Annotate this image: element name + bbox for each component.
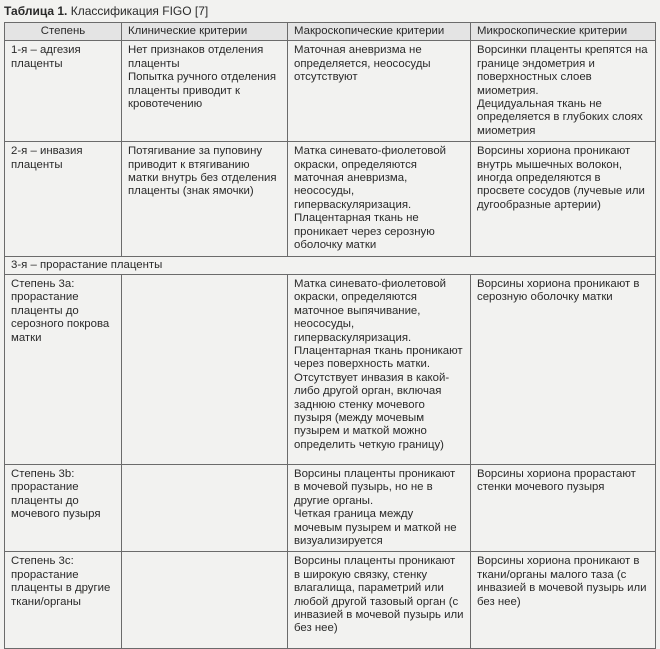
cell-grade: Степень 3a: прорастание плаценты до серозного покрова матки <box>5 274 122 464</box>
cell-micro <box>471 41 656 142</box>
cell-micro <box>471 274 656 464</box>
cell-micro <box>471 464 656 551</box>
cell-clinical <box>122 41 288 142</box>
cell-paragraph: Ворсины плаценты проникают в мочевой пузырь, но не в другие органы. <box>294 467 456 507</box>
cell-paragraph: Матка синевато-фиолетовой окраски, определяются маточная аневризма, неососуды, гиперваскуляризация. <box>294 145 447 211</box>
header-grade: Степень <box>5 23 122 41</box>
table-row-grade-3b <box>5 464 656 551</box>
cell-grade: 1-я – адгезия плаценты <box>5 41 122 142</box>
cell-micro <box>471 552 656 649</box>
cell-macro <box>288 464 471 551</box>
cell-macro <box>288 552 471 649</box>
cell-paragraph: Ворсины хориона проникают в серозную оболочку матки <box>477 277 640 304</box>
table-row-grade-1 <box>5 41 656 142</box>
cell-micro <box>471 142 656 256</box>
cell-paragraph: Ворсины плаценты проникают в широкую связку, стенку влагалища, параметрий или любой другой тазовый орган (с инвазией в мочевой пузырь или без нее) <box>294 555 464 635</box>
cell-grade: Степень 3b: прорастание плаценты до мочевого пузыря <box>5 464 122 551</box>
header-micro: Микроскопические критерии <box>471 23 656 41</box>
cell-paragraph: Нет признаков отделения плаценты <box>128 44 264 70</box>
cell-paragraph: Потягивание за пуповину приводит к втягиванию матки внутрь без отделения плаценты (знак ямочки) <box>128 145 277 198</box>
cell-paragraph: Плацентарная ткань проникают через поверхность матки. <box>294 344 463 371</box>
cell-paragraph: Попытка ручного отделения плаценты приводит к кровотечению <box>128 71 277 111</box>
header-clinical: Клинические критерии <box>122 23 288 41</box>
header-row <box>5 23 656 41</box>
cell-macro <box>288 41 471 142</box>
cell-clinical <box>122 274 288 464</box>
table-caption-text: Классификация FIGO [7] <box>70 4 209 18</box>
cell-paragraph: Матка синевато-фиолетовой окраски, определяются маточное выпячивание, неососуды, гиперваскуляризация. <box>294 277 447 344</box>
cell-macro <box>288 142 471 256</box>
cell-grade: 2-я – инвазия плаценты <box>5 142 122 256</box>
table-row-grade-3a <box>5 274 656 464</box>
header-macro: Макроскопические критерии <box>288 23 471 41</box>
section-row-grade-3 <box>5 256 656 274</box>
figo-classification-table <box>4 22 656 649</box>
cell-macro <box>288 274 471 464</box>
cell-clinical <box>122 552 288 649</box>
cell-paragraph: Ворсинки плаценты крепятся на границе эндометрия и поверхностных слоев миометрия. <box>477 44 648 97</box>
cell-clinical <box>122 142 288 256</box>
cell-paragraph: Ворсины хориона проникают внутрь мышечных волокон, иногда определяются в просвете сосудов (лучевые или дугообразные артерии) <box>477 145 645 211</box>
table-row-grade-2 <box>5 142 656 256</box>
table-caption-label: Таблица 1. <box>4 4 68 18</box>
cell-paragraph: Отсутствует инвазия в какой-либо другой орган, включая заднюю стенку мочевого пузыря (между мочевым пузырем и маткой можно определить четкую границу) <box>294 371 450 451</box>
cell-paragraph: Ворсины хориона проникают в ткани/органы малого таза (с инвазией в мочевой пузырь или без нее) <box>477 555 647 608</box>
table-row-grade-3c <box>5 552 656 649</box>
cell-clinical <box>122 464 288 551</box>
cell-paragraph: Плацентарная ткань не проникает через серозную оболочку матки <box>294 212 435 252</box>
table-caption <box>4 3 208 19</box>
cell-grade: Степень 3c: прорастание плаценты в другие ткани/органы <box>5 552 122 649</box>
cell-paragraph: Децидуальная ткань не определяется в глубоких слоях миометрия <box>477 98 643 137</box>
section-title: 3-я – прорастание плаценты <box>5 256 656 274</box>
cell-paragraph: Четкая граница между мочевым пузырем и маткой не визуализируется <box>294 508 457 547</box>
cell-paragraph: Маточная аневризма не определяется, неососуды отсутствуют <box>294 44 431 84</box>
cell-paragraph: Ворсины хориона прорастают стенки мочевого пузыря <box>477 467 636 494</box>
